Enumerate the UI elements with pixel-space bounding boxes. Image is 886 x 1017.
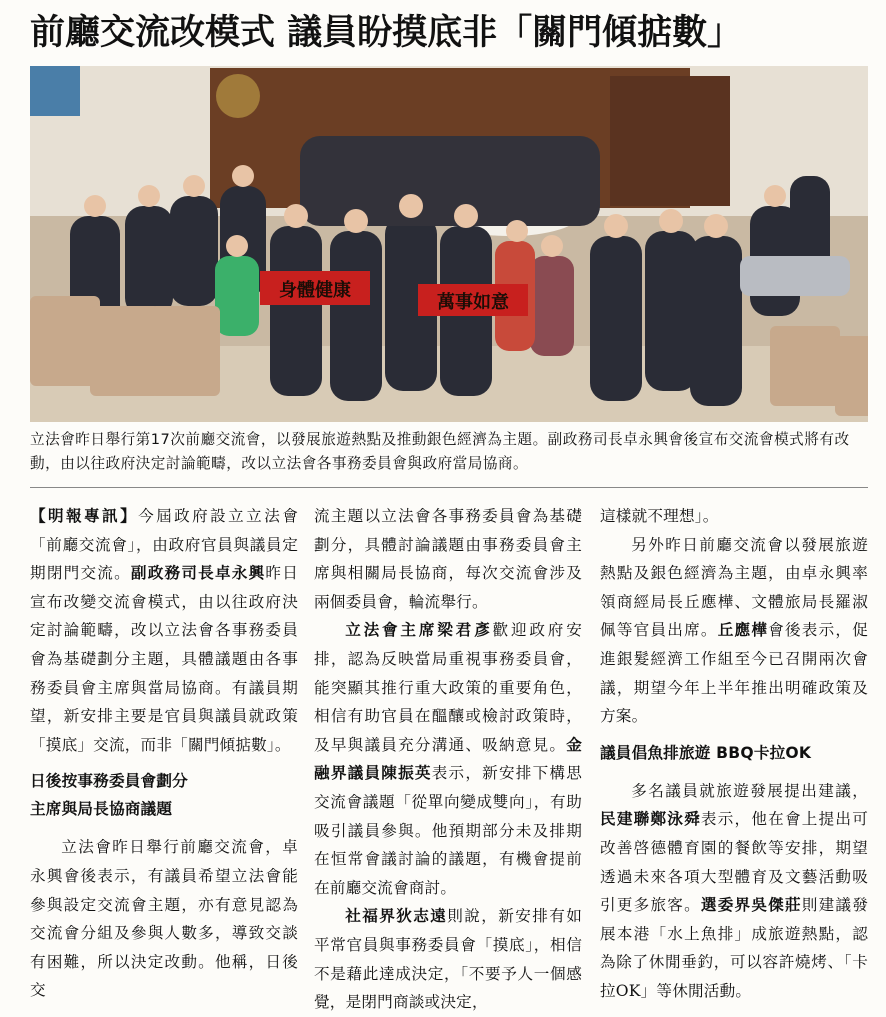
subheading-line: 主席與局長協商議題 — [30, 800, 173, 819]
person-name: 立法會主席梁君彥 — [345, 620, 493, 640]
text: 歡迎政府安排，認為反映當局重視事務委員會，能突顯其推行重大政策的重要角色，相信有助官員在醞釀或檢討政策時，及早與議員充分溝通、吸納意見。 — [314, 621, 582, 754]
text: 今屆政府設立立法會「前廳交流會」，由政府官員與議員定期閉門交流。 — [30, 507, 298, 583]
paragraph — [600, 531, 868, 731]
subheading — [30, 767, 298, 823]
person-name: 副政務司長卓永興 — [130, 563, 266, 583]
divider — [30, 487, 868, 488]
byline-tag: 【明報專訊】 — [30, 506, 139, 525]
paragraph: 立法會昨日舉行前廳交流會，卓永興會後表示，有議員希望立法會能參與設定交流會主題，亦有意見認為交流會分組及參與人數多，導致交談有困難，所以決定改動。他稱，日後交 — [30, 838, 298, 1000]
person-name: 金融界議員陳振英 — [314, 734, 582, 783]
article-column-3 — [600, 502, 868, 1006]
person-name: 民建聯鄭泳舜 — [600, 809, 701, 829]
paragraph — [600, 777, 868, 1006]
photo-caption: 立法會昨日舉行第17次前廳交流會，以發展旅遊熱點及推動銀色經濟為主題。副政務司長卓永興會後宣布交流會模式將有改動，由以往政府決定討論範疇，改以立法會各事務委員會與政府當局協商。 — [30, 431, 850, 472]
text: 昨日宣布改變交流會模式，由以往政府決定討論範疇，改以立法會各事務委員會為基礎劃分主題，具體議題由各事務委員會主席與當局協商。有議員期望，新安排主要是官員與議員就政策「摸底」交流，而非「關門傾掂數」。 — [30, 564, 298, 754]
group-photo — [30, 66, 868, 422]
article-column-1 — [30, 502, 298, 1005]
article-column-2 — [314, 502, 582, 1017]
text: 則建議發展本港「水上魚排」成旅遊熱點，認為除了休閒垂釣，可以容許燒烤、「卡拉OK」等休閒活動。 — [600, 896, 868, 1000]
text: 則說，新安排有如平常官員與事務委員會「摸底」，相信不是藉此達成決定，「不要予人一個感覺，是閉門商談或決定， — [314, 907, 583, 1012]
person-name: 選委界吳傑莊 — [700, 895, 802, 915]
text: 多名議員就旅遊發展提出建議， — [631, 781, 868, 800]
banner-right-text: 萬事如意 — [437, 292, 509, 313]
paragraph: 流主題以立法會各事務委員會為基礎劃分，具體討論議題由事務委員會主席與相關局長協商，每次交流會涉及兩個委員會，輪流舉行。 — [314, 507, 582, 611]
text: 表示，新安排下構思交流會議題「從單向變成雙向」，有助吸引議員參與。他預期部分未及排期在恒常會議討論的議題，有機會提前在前廳交流會商討。 — [314, 764, 582, 897]
person-name: 社福界狄志遠 — [345, 906, 448, 926]
headline: 前廳交流改模式 議員盼摸底非「關門傾掂數」 — [30, 13, 743, 53]
paragraph — [314, 616, 582, 902]
text: 會後表示，促進銀髮經濟工作組至今已召開兩次會議，期望今年上半年推出明確政策及方案。 — [600, 621, 868, 726]
paragraph — [30, 502, 298, 759]
person-name: 丘應樺 — [717, 620, 769, 640]
subheading: 議員倡魚排旅遊 BBQ卡拉OK — [600, 743, 812, 762]
text: 另外昨日前廳交流會以發展旅遊熱點及銀色經濟為主題，由卓永興率領商經局長丘應樺、文體旅局長羅淑佩等官員出席。 — [600, 535, 868, 640]
banner-left-text: 身體健康 — [279, 280, 351, 301]
subheading-line: 日後按事務委員會劃分 — [30, 772, 188, 791]
paragraph: 這樣就不理想」。 — [600, 507, 719, 525]
text: 表示，他在會上提出可改善啓德體育園的餐飲等安排，期望透過未來各項大型體育及文藝活動吸引更多旅客。 — [600, 810, 868, 915]
